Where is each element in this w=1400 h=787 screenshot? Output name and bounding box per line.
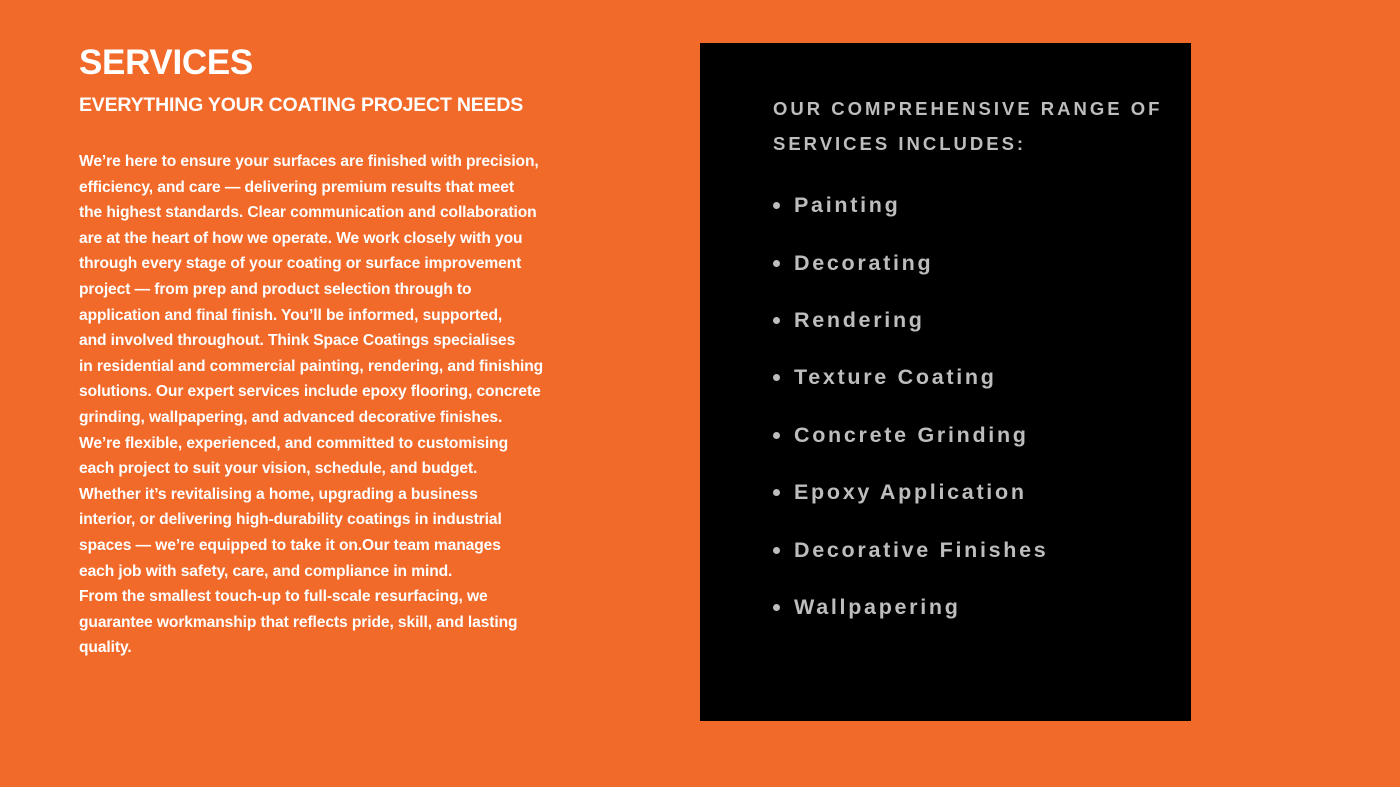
bullet-icon [773, 547, 780, 554]
service-label: Decorating [794, 250, 934, 275]
intro-line: each job with safety, care, and compliance in mind. [79, 562, 453, 580]
service-label: Decorative Finishes [794, 537, 1049, 562]
bullet-icon [773, 604, 780, 611]
service-item-painting [773, 177, 1048, 234]
page-subtitle: EVERYTHING YOUR COATING PROJECT NEEDS [79, 94, 524, 116]
intro-paragraph [79, 149, 599, 661]
intro-line: quality. [79, 639, 132, 657]
services-panel-heading [773, 91, 1173, 161]
service-item-concrete-grinding [773, 407, 1048, 464]
intro-line: From the smallest touch-up to full-scale resurfacing, we [79, 588, 488, 606]
service-item-texture-coating [773, 349, 1048, 406]
intro-line: guarantee workmanship that reflects pride, skill, and lasting [79, 613, 518, 631]
page-title: SERVICES [79, 43, 253, 82]
bullet-icon [773, 489, 780, 496]
services-intro [79, 42, 599, 661]
services-list [773, 177, 1048, 636]
service-label: Texture Coating [794, 365, 997, 390]
services-panel [700, 43, 1191, 721]
bullet-icon [773, 260, 780, 267]
intro-line: in residential and commercial painting, rendering, and finishing [79, 357, 544, 375]
bullet-icon [773, 374, 780, 381]
service-item-wallpapering [773, 579, 1048, 636]
service-item-decorating [773, 234, 1048, 291]
intro-line: each project to suit your vision, schedule, and budget. [79, 460, 478, 478]
bullet-icon [773, 317, 780, 324]
service-item-rendering [773, 292, 1048, 349]
service-label: Concrete Grinding [794, 422, 1029, 447]
intro-line: and involved throughout. Think Space Coatings specialises [79, 332, 516, 350]
intro-line: solutions. Our expert services include epoxy flooring, concrete [79, 383, 541, 401]
service-label: Rendering [794, 307, 925, 332]
service-label: Painting [794, 193, 901, 218]
intro-line: are at the heart of how we operate. We work closely with you [79, 229, 523, 247]
intro-line: We’re here to ensure your surfaces are finished with precision, [79, 153, 539, 170]
intro-line: the highest standards. Clear communication and collaboration [79, 204, 537, 222]
intro-line: grinding, wallpapering, and advanced decorative finishes. [79, 408, 503, 426]
bullet-icon [773, 202, 780, 209]
intro-line: spaces — we’re equipped to take it on.Our team manages [79, 536, 501, 554]
service-label: Wallpapering [794, 594, 961, 619]
panel-heading-line: OUR COMPREHENSIVE RANGE OF [773, 98, 1163, 119]
panel-heading-line: SERVICES INCLUDES: [773, 133, 1027, 154]
intro-line: application and final finish. You’ll be informed, supported, [79, 306, 503, 324]
bullet-icon [773, 432, 780, 439]
service-item-decorative-finishes [773, 521, 1048, 578]
service-item-epoxy-application [773, 464, 1048, 521]
intro-line: efficiency, and care — delivering premium results that meet [79, 178, 514, 196]
intro-line: project — from prep and product selection through to [79, 280, 472, 298]
intro-line: interior, or delivering high-durability coatings in industrial [79, 511, 502, 529]
intro-line: Whether it’s revitalising a home, upgrading a business [79, 485, 478, 503]
intro-line: through every stage of your coating or surface improvement [79, 255, 522, 273]
service-label: Epoxy Application [794, 480, 1027, 505]
intro-line: We’re flexible, experienced, and committed to customising [79, 434, 509, 452]
